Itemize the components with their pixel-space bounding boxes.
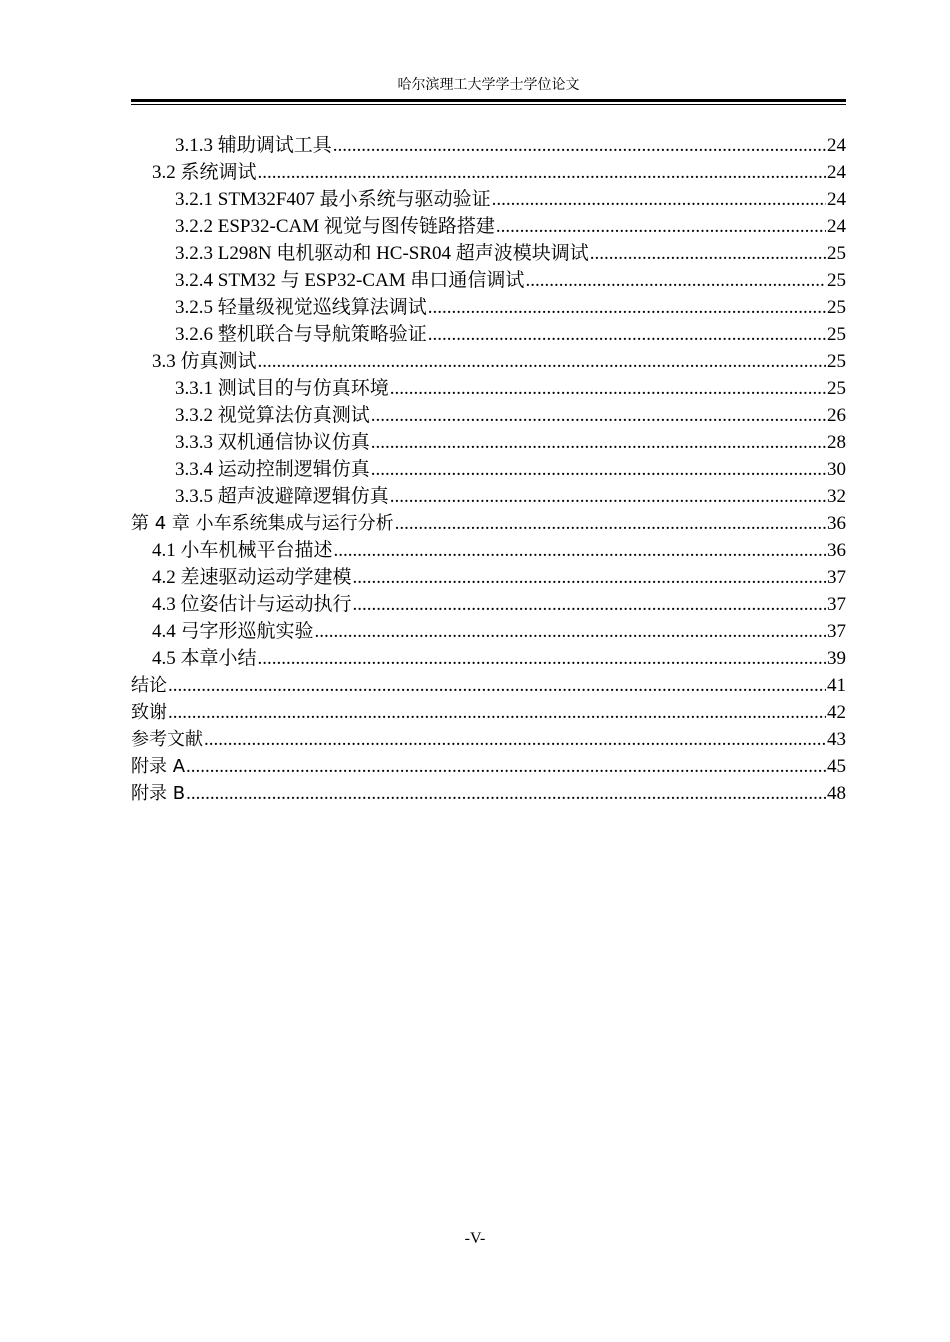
- toc-entry-page: 30: [827, 459, 846, 480]
- toc-entry[interactable]: [131, 672, 846, 699]
- toc-entry-page: 32: [827, 486, 846, 507]
- toc-entry-label: 3.2.1 STM32F407 最小系统与驱动验证: [175, 189, 491, 210]
- header-rule-thick: [131, 99, 846, 102]
- toc-entry[interactable]: [131, 780, 846, 807]
- toc-entry[interactable]: [131, 159, 846, 186]
- toc-entry-page: 39: [827, 648, 846, 669]
- toc-dot-leader: [168, 699, 826, 726]
- toc-entry-label: 3.3.1 测试目的与仿真环境: [175, 378, 389, 399]
- toc-dot-leader: [333, 132, 826, 159]
- toc-entry-label: 4.3 位姿估计与运动执行: [152, 594, 352, 615]
- toc-entry[interactable]: [131, 429, 846, 456]
- toc-entry-page: 37: [827, 594, 846, 615]
- toc-dot-leader: [186, 753, 826, 780]
- toc-entry-label: 3.2.6 整机联合与导航策略验证: [175, 324, 427, 345]
- toc-dot-leader: [525, 267, 826, 294]
- toc-dot-leader: [315, 618, 826, 645]
- toc-entry-label: 4.1 小车机械平台描述: [152, 540, 333, 561]
- toc-entry-page: 24: [827, 162, 846, 183]
- toc-entry[interactable]: [131, 294, 846, 321]
- toc-entry-label: 3.2 系统调试: [152, 162, 257, 183]
- table-of-contents: [131, 132, 846, 807]
- toc-entry[interactable]: [131, 213, 846, 240]
- toc-dot-leader: [395, 510, 826, 537]
- toc-entry-page: 24: [827, 216, 846, 237]
- toc-entry-label: 3.3.4 运动控制逻辑仿真: [175, 459, 370, 480]
- toc-entry-label: 3.2.2 ESP32-CAM 视觉与图传链路搭建: [175, 216, 495, 237]
- toc-dot-leader: [186, 780, 826, 807]
- toc-entry-page: 25: [827, 378, 846, 399]
- toc-dot-leader: [590, 240, 826, 267]
- toc-entry[interactable]: [131, 375, 846, 402]
- toc-entry-page: 45: [827, 756, 846, 777]
- toc-dot-leader: [496, 213, 826, 240]
- toc-entry-label: 致谢: [131, 702, 167, 723]
- toc-entry-label: 4.5 本章小结: [152, 648, 257, 669]
- toc-entry[interactable]: [131, 402, 846, 429]
- toc-entry-label: 3.2.5 轻量级视觉巡线算法调试: [175, 297, 427, 318]
- toc-entry-page: 48: [827, 783, 846, 804]
- toc-entry-page: 36: [827, 540, 846, 561]
- toc-dot-leader: [258, 645, 826, 672]
- header-rule-thin: [131, 104, 846, 105]
- toc-entry-label: 3.3.2 视觉算法仿真测试: [175, 405, 370, 426]
- toc-dot-leader: [390, 483, 826, 510]
- toc-entry[interactable]: [131, 591, 846, 618]
- toc-dot-leader: [353, 591, 826, 618]
- toc-entry-page: 43: [827, 729, 846, 750]
- toc-entry-page: 25: [827, 270, 846, 291]
- toc-entry[interactable]: [131, 510, 846, 537]
- toc-entry[interactable]: [131, 483, 846, 510]
- toc-entry-label: 3.3 仿真测试: [152, 351, 257, 372]
- toc-entry-page: 42: [827, 702, 846, 723]
- toc-dot-leader: [334, 537, 826, 564]
- toc-dot-leader: [371, 402, 826, 429]
- toc-dot-leader: [258, 348, 826, 375]
- toc-entry-label: 4.2 差速驱动运动学建模: [152, 567, 352, 588]
- toc-entry[interactable]: [131, 537, 846, 564]
- toc-entry[interactable]: [131, 321, 846, 348]
- toc-entry-page: 24: [827, 135, 846, 156]
- toc-entry[interactable]: [131, 618, 846, 645]
- toc-entry-label: 参考文献: [131, 729, 203, 750]
- toc-dot-leader: [390, 375, 826, 402]
- toc-entry-page: 41: [827, 675, 846, 696]
- toc-entry[interactable]: [131, 456, 846, 483]
- toc-dot-leader: [258, 159, 826, 186]
- toc-entry-label: 附录 B: [131, 783, 186, 804]
- toc-entry-page: 25: [827, 297, 846, 318]
- toc-dot-leader: [428, 321, 826, 348]
- toc-dot-leader: [204, 726, 826, 753]
- toc-entry[interactable]: [131, 645, 846, 672]
- page-header-title: 哈尔滨理工大学学士学位论文: [397, 78, 580, 93]
- toc-entry-label: 3.2.3 L298N 电机驱动和 HC-SR04 超声波模块调试: [175, 243, 589, 264]
- toc-entry-label: 第 4 章 小车系统集成与运行分析: [131, 513, 394, 534]
- toc-entry-label: 3.3.3 双机通信协议仿真: [175, 432, 370, 453]
- toc-entry[interactable]: [131, 267, 846, 294]
- toc-dot-leader: [353, 564, 826, 591]
- toc-entry[interactable]: [131, 186, 846, 213]
- toc-entry[interactable]: [131, 348, 846, 375]
- toc-dot-leader: [371, 456, 826, 483]
- toc-entry-page: 25: [827, 351, 846, 372]
- toc-entry-page: 28: [827, 432, 846, 453]
- toc-entry[interactable]: [131, 564, 846, 591]
- toc-entry-page: 37: [827, 567, 846, 588]
- toc-entry[interactable]: [131, 753, 846, 780]
- toc-entry-label: 3.3.5 超声波避障逻辑仿真: [175, 486, 389, 507]
- toc-entry[interactable]: [131, 726, 846, 753]
- toc-entry[interactable]: [131, 240, 846, 267]
- toc-entry-label: 3.2.4 STM32 与 ESP32-CAM 串口通信调试: [175, 270, 525, 291]
- toc-dot-leader: [492, 186, 826, 213]
- toc-entry-page: 25: [827, 324, 846, 345]
- page-number: -V-: [464, 1230, 486, 1247]
- toc-entry-page: 24: [827, 189, 846, 210]
- toc-entry-page: 25: [827, 243, 846, 264]
- toc-dot-leader: [168, 672, 826, 699]
- toc-entry-label: 4.4 弓字形巡航实验: [152, 621, 314, 642]
- toc-entry-label: 结论: [131, 675, 167, 696]
- toc-entry[interactable]: [131, 699, 846, 726]
- toc-entry-label: 附录 A: [131, 756, 186, 777]
- toc-entry-label: 3.1.3 辅助调试工具: [175, 135, 332, 156]
- toc-entry[interactable]: [131, 132, 846, 159]
- toc-entry-page: 37: [827, 621, 846, 642]
- toc-entry-page: 36: [827, 513, 846, 534]
- toc-dot-leader: [428, 294, 826, 321]
- toc-dot-leader: [371, 429, 826, 456]
- toc-entry-page: 26: [827, 405, 846, 426]
